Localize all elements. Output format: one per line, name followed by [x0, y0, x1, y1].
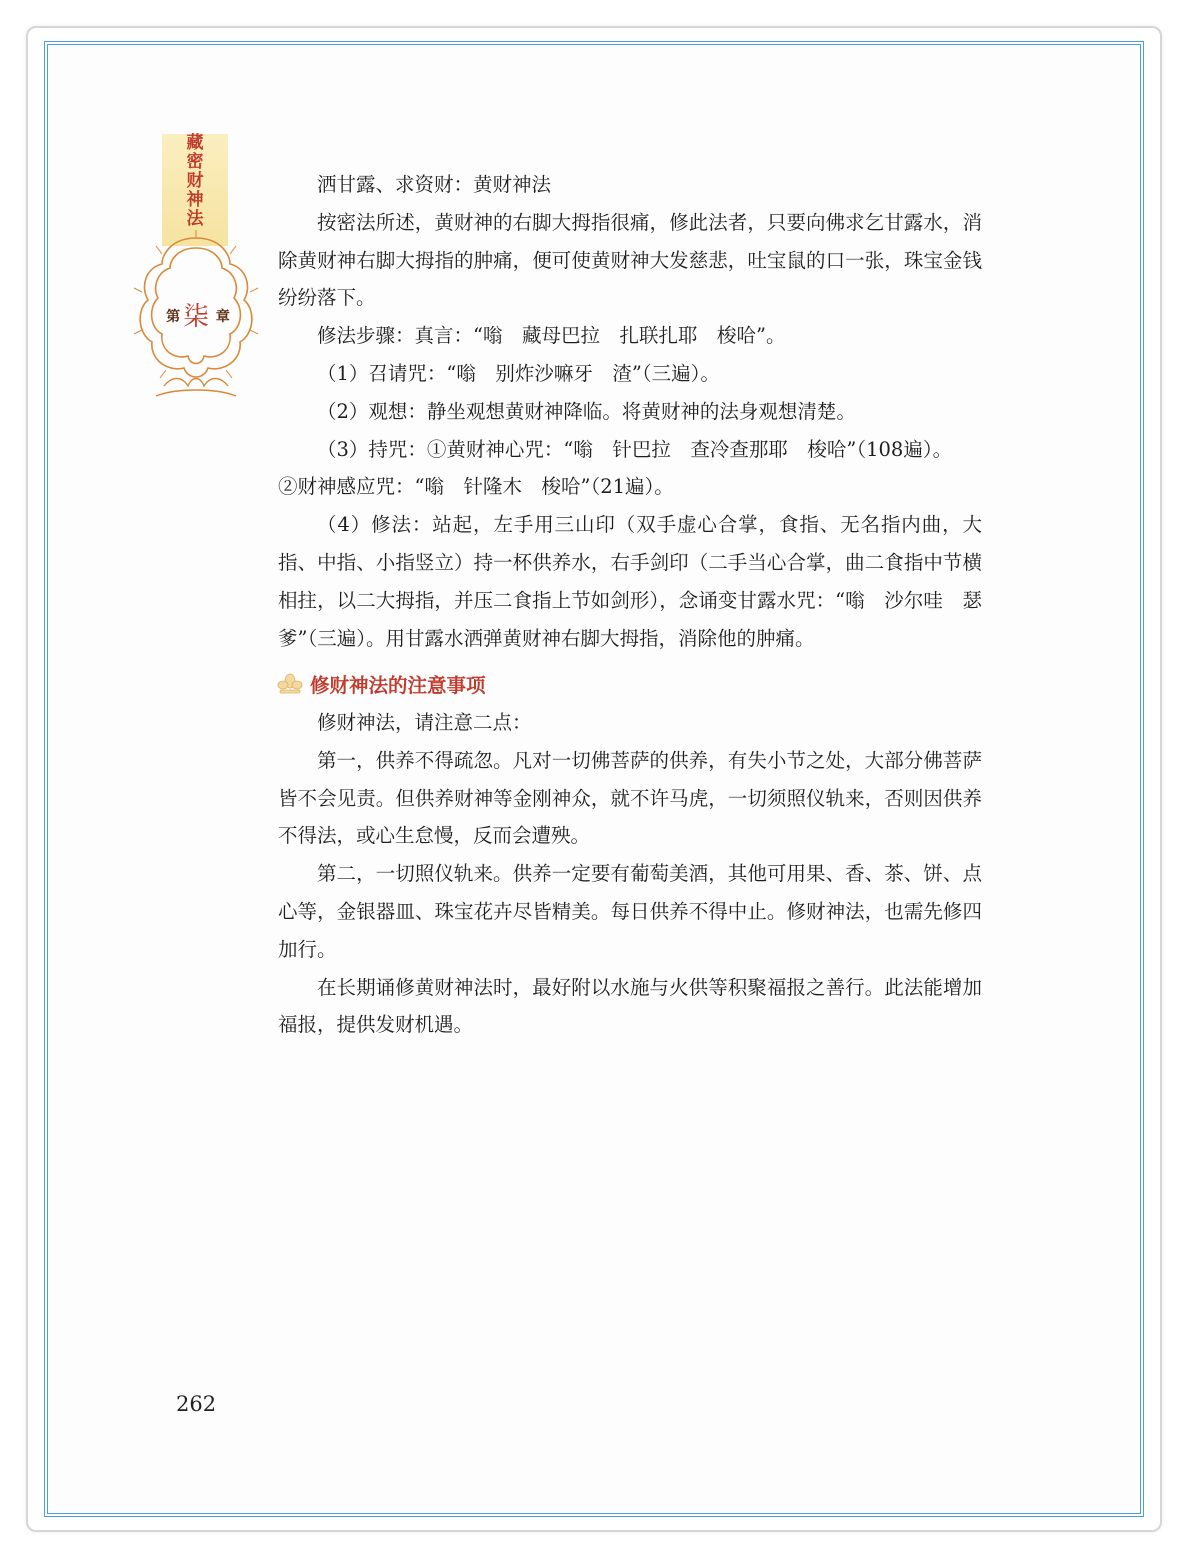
- chapter-suffix: 章: [215, 309, 230, 325]
- paragraph: 在长期诵修黄财神法时，最好附以水施与火供等积聚福报之善行。此法能增加福报，提供发财机遇。: [278, 975, 982, 1037]
- paragraph: 修财神法，请注意二点：: [317, 711, 532, 734]
- paragraph: （2）观想：静坐观想黄财神降临。将黄财神的法身观想清楚。: [317, 399, 856, 423]
- lotus-icon: [276, 673, 304, 695]
- chapter-numeral: 柒: [182, 302, 209, 332]
- chapter-prefix: 第: [166, 309, 181, 325]
- page-number: 262: [176, 1392, 217, 1416]
- section-heading: [276, 666, 486, 702]
- paragraph: （3）持咒：①黄财神心咒：“嗡 针巴拉 查冷查那耶 梭哈”（108遍）。: [317, 437, 953, 461]
- book-title: 藏密财神法: [186, 133, 204, 229]
- body-text: [278, 166, 982, 657]
- paragraph: （1）召请咒：“嗡 别炸沙嘛牙 渣”（三遍）。: [317, 361, 720, 385]
- section-heading-text: 修财神法的注意事项: [310, 674, 486, 697]
- section-title: 洒甘露、求资财：黄财神法: [317, 173, 552, 196]
- section-body: [278, 704, 982, 1044]
- paragraph: （4）修法：站起，左手用三山印（双手虚心合掌，食指、无名指内曲，大指、中指、小指竖立）持一杯供养水，右手剑印（二手当心合掌，曲二食指中节横相拄，以二大拇指，并压二食指上节如剑形），念诵变甘露水咒：“嗡 沙尔哇 瑟爹”（三遍）。用甘露水洒弹黄财神右脚大拇指，消除他的肿痛。: [278, 513, 982, 650]
- paragraph: 第二，一切照仪轨来。供养一定要有葡萄美酒，其他可用果、香、茶、饼、点心等，金银器皿、珠宝花卉尽皆精美。每日供养不得中止。修财神法，也需先修四加行。: [278, 862, 982, 961]
- paragraph: 第一，供养不得疏忽。凡对一切佛菩萨的供养，有失小节之处，大部分佛菩萨皆不会见责。但供养财神等金刚神众，就不许马虎，一切须照仪轨来，否则因供养不得法，或心生怠慢，反而会遭殃。: [278, 748, 982, 848]
- paragraph: 按密法所述，黄财神的右脚大拇指很痛，修此法者，只要向佛求乞甘露水，消除黄财神右脚大拇指的肿痛，便可使黄财神大发慈悲，吐宝鼠的口一张，珠宝金钱纷纷落下。: [278, 210, 982, 310]
- paragraph: 修法步骤：真言：“嗡 藏母巴拉 扎联扎耶 梭哈”。: [317, 324, 786, 348]
- paragraph: ②财神感应咒：“嗡 针隆木 梭哈”（21遍）。: [278, 475, 674, 499]
